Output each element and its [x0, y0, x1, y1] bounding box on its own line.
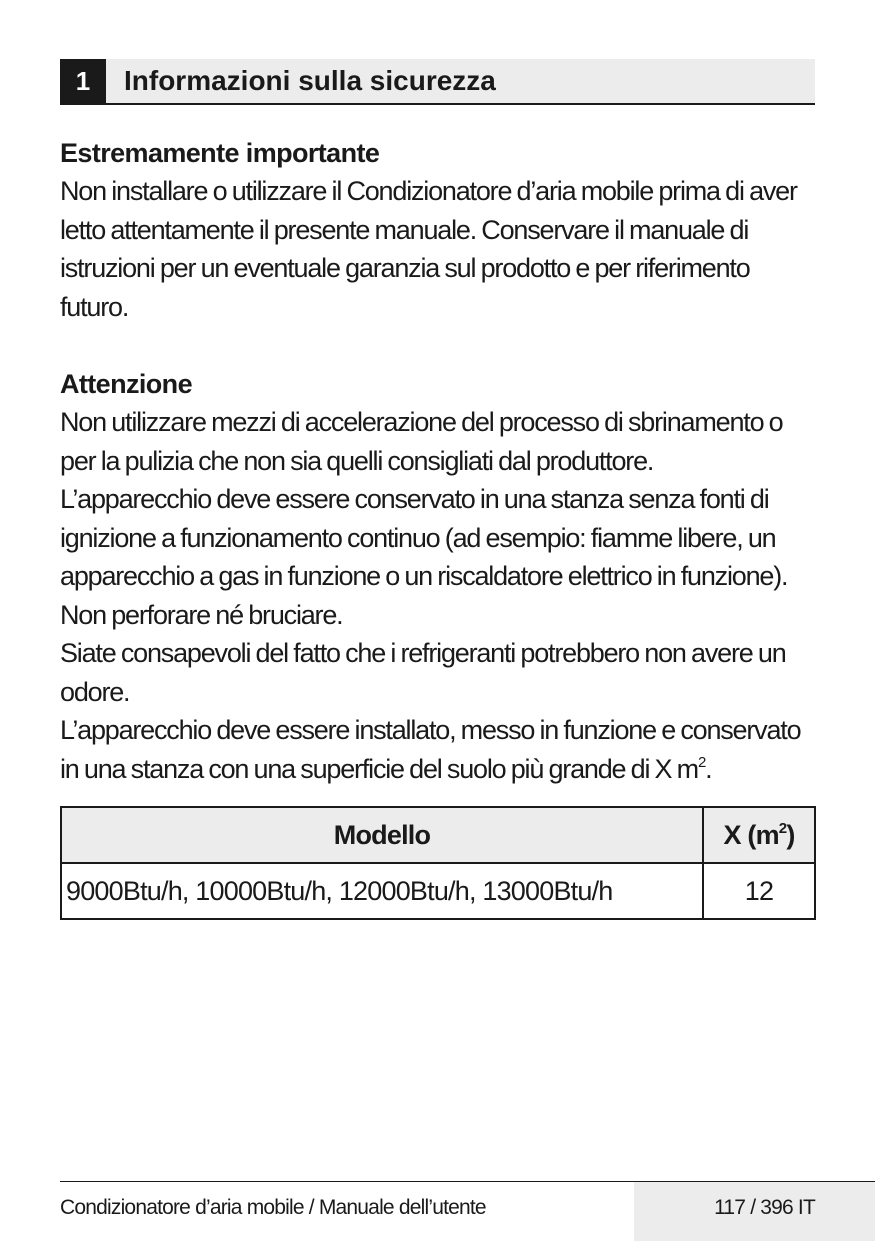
table-row	[61, 863, 815, 919]
attention-paragraph-1: Non utilizzare mezzi di accelerazione del processo di sbrinamento o per la pulizia che non sia quelli consigliati dal produttore.	[60, 407, 783, 476]
attention-paragraph-5-end: .	[705, 753, 712, 784]
footer-page-number: 117 / 396 IT	[714, 1196, 815, 1219]
attention-paragraph-5-text: L’apparecchio deve essere installato, messo in funzione e conservato in una stanza con una superficie del suolo più grande di X m	[60, 715, 801, 784]
header-model: Modello	[61, 807, 703, 863]
header-x-text: X (m	[723, 819, 779, 850]
section-header	[60, 59, 815, 105]
footer-document-title: Condizionatore d’aria mobile / Manuale dell’utente	[60, 1196, 486, 1219]
attention-paragraph-5	[60, 711, 820, 788]
attention-paragraph-4: Siate consapevoli del fatto che i refrigeranti potrebbero non avere un odore.	[60, 638, 786, 707]
table-header-row	[61, 807, 815, 863]
attention-paragraph-3: Non perforare né bruciare.	[60, 599, 343, 630]
attention-paragraph-2: L’apparecchio deve essere conservato in una stanza senza fonti di ignizione a funzionamento continuo (ad esempio: fiamme libere, un apparecchio a gas in funzione o un riscaldatore elettrico in funzione).	[60, 484, 788, 591]
header-x	[703, 807, 815, 863]
section-number: 1	[60, 59, 106, 103]
cell-x: 12	[703, 863, 815, 919]
section-title: Informazioni sulla sicurezza	[124, 65, 496, 96]
header-x-end: )	[786, 819, 795, 850]
cell-model: 9000Btu/h, 10000Btu/h, 12000Btu/h, 13000Btu/h	[61, 863, 703, 919]
important-heading: Estremamente importante	[60, 138, 380, 168]
attention-paragraph-5-sup: 2	[697, 753, 706, 771]
important-text: Non installare o utilizzare il Condizionatore d’aria mobile prima di aver letto attentamente il presente manuale. Conservare il manuale di istruzioni per un eventuale garanzia sul prodotto e per riferimento futuro.	[60, 176, 797, 322]
page-content	[60, 134, 820, 788]
attention-heading: Attenzione	[60, 369, 192, 399]
model-area-table	[60, 806, 816, 920]
header-x-sup: 2	[778, 819, 787, 837]
